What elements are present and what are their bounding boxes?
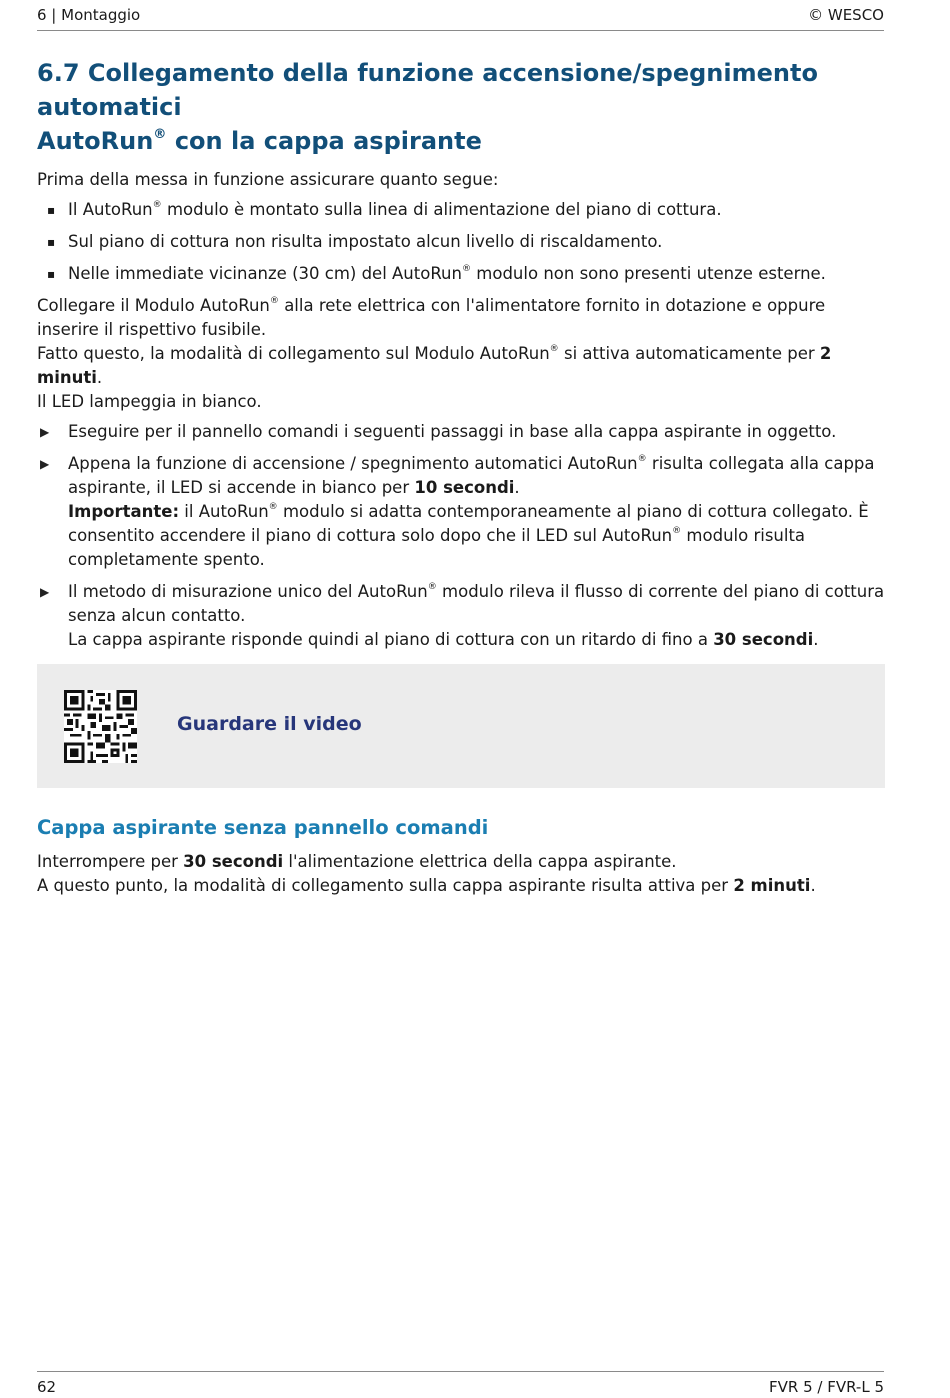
square-bullet-icon: ▪ — [47, 203, 56, 217]
triangle-right-icon: ▶ — [40, 425, 50, 439]
model-name: FVR 5 / FVR-L 5 — [769, 1378, 884, 1396]
page-header — [37, 6, 884, 31]
video-box[interactable] — [37, 664, 885, 788]
square-bullet-icon: ▪ — [47, 267, 56, 281]
requirements-list — [37, 198, 885, 286]
steps-list — [37, 420, 885, 652]
list-item: ▪ Il AutoRun® modulo è montato sulla linea di alimentazione del piano di cottura. — [37, 198, 885, 222]
section-title: Cappa aspirante senza pannello comandi — [37, 816, 489, 839]
page-content — [37, 56, 885, 898]
step-item: ▶ Il metodo di misurazione unico del AutoRun® modulo rileva il flusso di corrente del piano di cottura senza alcun contatto. La cappa aspirante risponde quindi al piano di cottura con un ritardo di fino a 30 secondi. — [40, 582, 885, 649]
header-section: 6 | Montaggio — [37, 6, 141, 24]
step-item: ▶ Appena la funzione di accensione / spegnimento automatici AutoRun® risulta collegata alla cappa aspirante, il LED si accende in bianco per 10 secondi. Importante: il AutoRun® modulo si adatta contemporaneamente al piano di cottura collegato. È consentito accendere il piano di cottura solo dopo che il LED sul AutoRun® modulo risulta completamente spento. — [40, 454, 875, 569]
list-item: ▪ Nelle immediate vicinanze (30 cm) del AutoRun® modulo non sono presenti utenze esterne. — [37, 262, 885, 286]
intro-text: Prima della messa in funzione assicurare quanto segue: — [37, 170, 499, 189]
triangle-right-icon: ▶ — [40, 585, 50, 599]
video-link[interactable]: Guardare il video — [177, 713, 362, 735]
list-item: ▪ Sul piano di cottura non risulta impostato alcun livello di riscaldamento. — [37, 230, 885, 254]
square-bullet-icon: ▪ — [47, 235, 56, 249]
section-paragraph: Interrompere per 30 secondi l'alimentazione elettrica della cappa aspirante. A questo punto, la modalità di collegamento sulla cappa aspirante risulta attiva per 2 minuti. — [37, 852, 816, 895]
header-brand: © WESCO — [808, 6, 884, 24]
connect-paragraph: Collegare il Modulo AutoRun® alla rete elettrica con l'alimentatore fornito in dotazione e oppure inserire il rispettivo fusibile. Fatto questo, la modalità di collegamento sul Modulo AutoRun® si attiva automaticamente per 2 minuti. Il LED lampeggia in bianco. — [37, 296, 832, 411]
triangle-right-icon: ▶ — [40, 457, 50, 471]
page-title: 6.7 Collegamento della funzione accensione/spegnimento automatici AutoRun® con la cappa aspirante — [37, 59, 818, 155]
qr-code-icon[interactable] — [64, 690, 137, 763]
step-item: ▶ Eseguire per il pannello comandi i seguenti passaggi in base alla cappa aspirante in oggetto. — [37, 420, 885, 444]
page-number: 62 — [37, 1378, 57, 1396]
page-footer — [37, 1371, 884, 1398]
